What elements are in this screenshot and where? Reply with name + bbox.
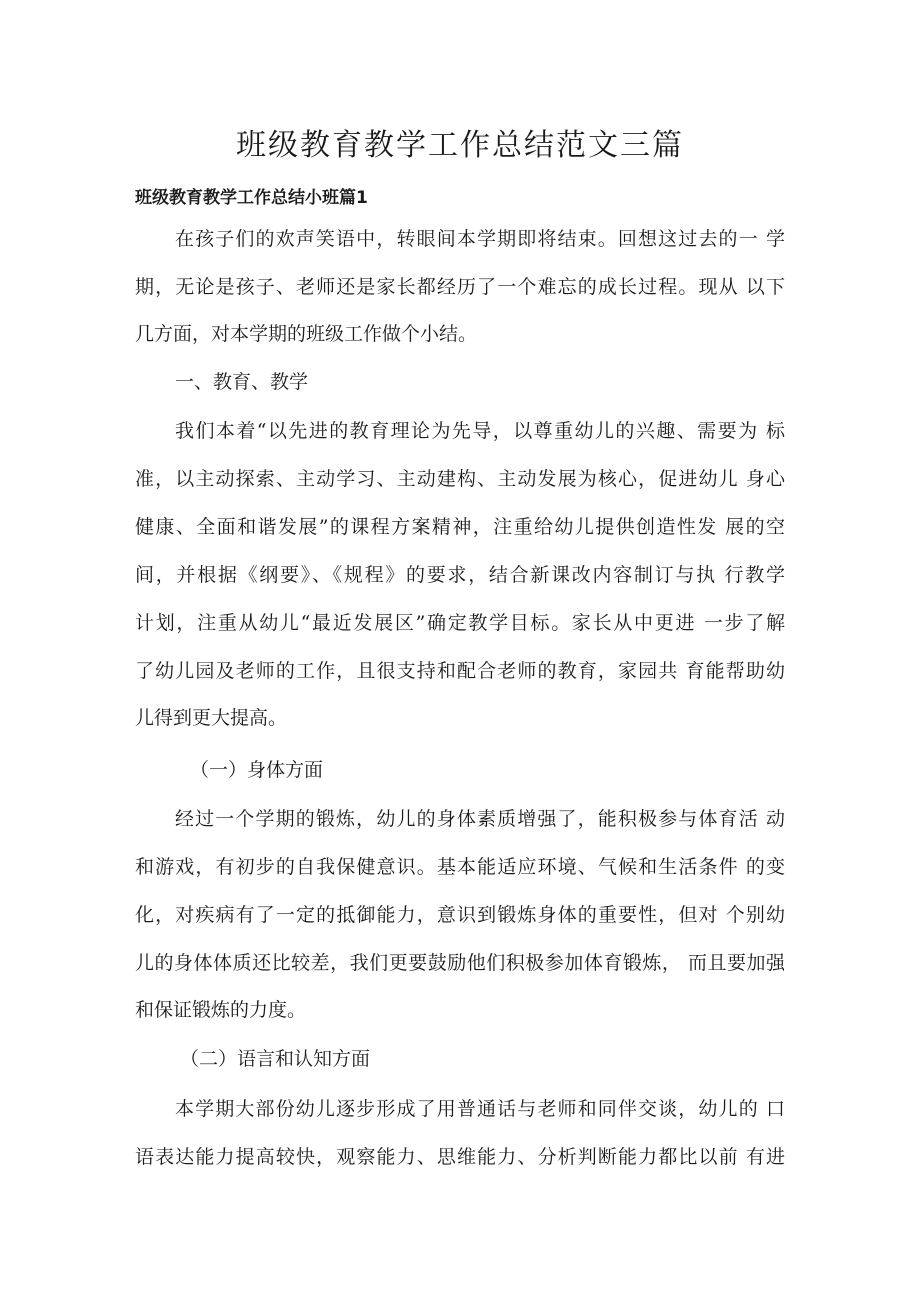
paragraph-line: 几方面，对本学期的班级工作做个小结。 (135, 323, 478, 345)
paragraph-line: 了幼儿园及老师的工作，且很支持和配合老师的教育，家园共 育能帮助幼 (135, 660, 785, 682)
paragraph-line: 和保证锻炼的力度。 (135, 999, 307, 1021)
paragraph-line: 经过一个学期的锻炼，幼儿的身体素质增强了，能积极参与体育活 动 (175, 808, 785, 830)
paragraph-line: 准，以主动探索、主动学习、主动建构、主动发展为核心，促进幼儿 身心 (135, 468, 785, 490)
paragraph-line: 儿的身体体质还比较差，我们更要鼓励他们积极参加体育锻炼， 而且要加强 (135, 952, 785, 974)
subsection-heading: （一）身体方面 (190, 759, 324, 781)
paragraph-line: 化，对疾病有了一定的抵御能力，意识到锻炼身体的重要性，但对 个别幼 (135, 904, 785, 926)
document-title: 班级教育教学工作总结范文三篇 (236, 128, 684, 163)
paragraph-line: 和游戏，有初步的自我保健意识。基本能适应环境、气候和生活条件 的变 (135, 856, 785, 878)
paragraph-line: 我们本着“以先进的教育理论为先导，以尊重幼儿的兴趣、需要为 标 (175, 420, 785, 442)
paragraph-line: 计划，注重从幼儿“最近发展区”确定教学目标。家长从中更进 一步了解 (135, 612, 785, 634)
subsection-heading: 一、教育、教学 (175, 371, 309, 393)
paragraph-line: 期，无论是孩子、老师还是家长都经历了一个难忘的成长过程。现从 以下 (135, 276, 785, 298)
paragraph-line: 本学期大部份幼儿逐步形成了用普通话与老师和同伴交谈，幼儿的 口 (175, 1098, 785, 1120)
paragraph-line: 间，并根据《纲要》、《规程》的要求，结合新课改内容制订与执 行教学 (135, 564, 785, 586)
paragraph-line: 健康、全面和谐发展”的课程方案精神，注重给幼儿提供创造性发 展的空 (135, 516, 785, 538)
subsection-heading: （二）语言和认知方面 (180, 1048, 371, 1070)
section-heading: 班级教育教学工作总结小班篇1 (135, 188, 368, 208)
paragraph-line: 语表达能力提高较快，观察能力、思维能力、分析判断能力都比以前 有进 (135, 1146, 785, 1168)
paragraph-line: 儿得到更大提高。 (135, 707, 288, 729)
paragraph-line: 在孩子们的欢声笑语中，转眼间本学期即将结束。回想这过去的一 学 (175, 228, 785, 250)
